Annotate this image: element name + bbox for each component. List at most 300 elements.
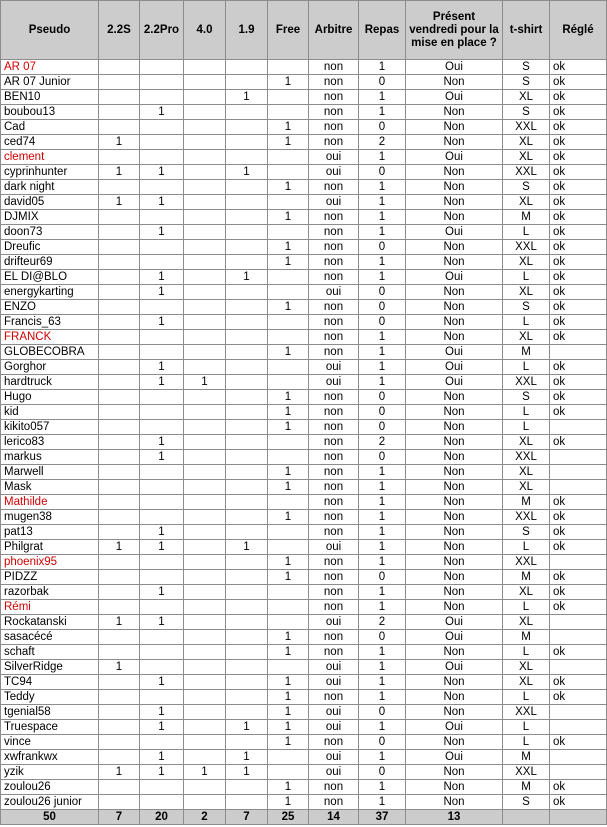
cell-present: Non — [406, 165, 503, 180]
cell-tshirt: L — [503, 420, 550, 435]
cell-repas: 0 — [359, 420, 406, 435]
cell-present: Non — [406, 495, 503, 510]
table-row — [1, 120, 607, 135]
cell-2-2pro — [140, 645, 184, 660]
total-present: 13 — [406, 810, 503, 825]
cell-regle: ok — [550, 180, 607, 195]
cell-pseudo: xwfrankwx — [1, 750, 99, 765]
cell-free: 1 — [268, 570, 309, 585]
cell-free: 1 — [268, 180, 309, 195]
cell-present: Oui — [406, 150, 503, 165]
cell-present: Non — [406, 420, 503, 435]
cell-4-0 — [184, 675, 226, 690]
cell-pseudo: DJMIX — [1, 210, 99, 225]
cell-free — [268, 60, 309, 75]
cell-free: 1 — [268, 465, 309, 480]
cell-regle — [550, 345, 607, 360]
cell-4-0 — [184, 75, 226, 90]
cell-2-2pro — [140, 480, 184, 495]
cell-2-2pro — [140, 150, 184, 165]
cell-repas: 1 — [359, 795, 406, 810]
cell-free — [268, 150, 309, 165]
table-body — [1, 60, 607, 810]
cell-tshirt: XXL — [503, 450, 550, 465]
cell-arbitre: non — [309, 795, 359, 810]
cell-2-2pro: 1 — [140, 525, 184, 540]
cell-2-2s — [99, 315, 140, 330]
cell-present: Oui — [406, 360, 503, 375]
cell-pseudo: ced74 — [1, 135, 99, 150]
cell-tshirt: XXL — [503, 765, 550, 780]
cell-arbitre: oui — [309, 750, 359, 765]
cell-tshirt: M — [503, 495, 550, 510]
cell-4-0 — [184, 510, 226, 525]
cell-2-2s: 1 — [99, 660, 140, 675]
cell-free — [268, 105, 309, 120]
cell-4-0 — [184, 495, 226, 510]
cell-regle: ok — [550, 600, 607, 615]
cell-regle: ok — [550, 570, 607, 585]
cell-2-2pro — [140, 420, 184, 435]
cell-4-0 — [184, 270, 226, 285]
table-row — [1, 255, 607, 270]
total-tshirt — [503, 810, 550, 825]
cell-regle: ok — [550, 795, 607, 810]
cell-free: 1 — [268, 555, 309, 570]
cell-tshirt: XL — [503, 675, 550, 690]
cell-1-9 — [226, 480, 268, 495]
cell-2-2pro — [140, 465, 184, 480]
cell-2-2pro — [140, 90, 184, 105]
cell-4-0 — [184, 795, 226, 810]
cell-pseudo: phoenix95 — [1, 555, 99, 570]
cell-free: 1 — [268, 390, 309, 405]
cell-pseudo: AR 07 Junior — [1, 75, 99, 90]
table-row — [1, 615, 607, 630]
cell-pseudo: Mathilde — [1, 495, 99, 510]
cell-2-2pro: 1 — [140, 315, 184, 330]
cell-present: Non — [406, 795, 503, 810]
cell-2-2pro: 1 — [140, 450, 184, 465]
table-row — [1, 765, 607, 780]
table-row — [1, 600, 607, 615]
cell-arbitre: non — [309, 180, 359, 195]
table-row — [1, 75, 607, 90]
table-row — [1, 705, 607, 720]
cell-2-2s: 1 — [99, 615, 140, 630]
cell-regle: ok — [550, 390, 607, 405]
cell-regle: ok — [550, 735, 607, 750]
cell-tshirt: M — [503, 630, 550, 645]
cell-regle — [550, 615, 607, 630]
cell-2-2s: 1 — [99, 165, 140, 180]
cell-regle: ok — [550, 690, 607, 705]
cell-repas: 1 — [359, 330, 406, 345]
cell-tshirt: L — [503, 645, 550, 660]
cell-2-2pro — [140, 120, 184, 135]
cell-4-0 — [184, 420, 226, 435]
cell-pseudo: BEN10 — [1, 90, 99, 105]
cell-arbitre: oui — [309, 150, 359, 165]
cell-tshirt: XL — [503, 285, 550, 300]
cell-arbitre: non — [309, 255, 359, 270]
cell-repas: 1 — [359, 270, 406, 285]
header-row — [1, 1, 607, 60]
cell-pseudo: hardtruck — [1, 375, 99, 390]
cell-free: 1 — [268, 645, 309, 660]
cell-arbitre: non — [309, 690, 359, 705]
cell-free: 1 — [268, 240, 309, 255]
cell-free: 1 — [268, 300, 309, 315]
cell-4-0 — [184, 450, 226, 465]
cell-present: Non — [406, 570, 503, 585]
cell-regle: ok — [550, 675, 607, 690]
cell-4-0 — [184, 555, 226, 570]
cell-pseudo: schaft — [1, 645, 99, 660]
cell-present: Non — [406, 510, 503, 525]
table-row — [1, 735, 607, 750]
cell-repas: 2 — [359, 135, 406, 150]
cell-present: Non — [406, 780, 503, 795]
cell-2-2s — [99, 450, 140, 465]
cell-tshirt: XL — [503, 195, 550, 210]
cell-tshirt: L — [503, 360, 550, 375]
cell-2-2pro: 1 — [140, 165, 184, 180]
cell-tshirt: XL — [503, 465, 550, 480]
cell-2-2s — [99, 255, 140, 270]
cell-present: Non — [406, 180, 503, 195]
cell-arbitre: non — [309, 210, 359, 225]
cell-4-0 — [184, 780, 226, 795]
table-row — [1, 300, 607, 315]
cell-tshirt: L — [503, 600, 550, 615]
cell-2-2s — [99, 105, 140, 120]
cell-free: 1 — [268, 675, 309, 690]
cell-present: Non — [406, 390, 503, 405]
cell-free — [268, 360, 309, 375]
cell-2-2s — [99, 600, 140, 615]
cell-4-0 — [184, 705, 226, 720]
cell-regle: ok — [550, 60, 607, 75]
cell-2-2pro: 1 — [140, 375, 184, 390]
cell-4-0 — [184, 480, 226, 495]
cell-free — [268, 165, 309, 180]
cell-repas: 0 — [359, 165, 406, 180]
cell-present: Non — [406, 75, 503, 90]
cell-2-2s — [99, 780, 140, 795]
cell-repas: 0 — [359, 765, 406, 780]
cell-arbitre: non — [309, 390, 359, 405]
cell-repas: 1 — [359, 690, 406, 705]
cell-present: Non — [406, 465, 503, 480]
cell-repas: 0 — [359, 75, 406, 90]
cell-4-0 — [184, 525, 226, 540]
cell-regle: ok — [550, 780, 607, 795]
cell-free — [268, 225, 309, 240]
cell-regle: ok — [550, 405, 607, 420]
cell-regle: ok — [550, 90, 607, 105]
cell-present: Non — [406, 735, 503, 750]
cell-regle — [550, 480, 607, 495]
cell-arbitre: oui — [309, 285, 359, 300]
cell-4-0 — [184, 240, 226, 255]
cell-1-9 — [226, 675, 268, 690]
header-pseudo: Pseudo — [1, 1, 99, 60]
cell-present: Non — [406, 525, 503, 540]
cell-present: Non — [406, 210, 503, 225]
cell-pseudo: EL DI@BLO — [1, 270, 99, 285]
cell-regle: ok — [550, 150, 607, 165]
cell-present: Non — [406, 330, 503, 345]
header-repas: Repas — [359, 1, 406, 60]
cell-2-2s — [99, 630, 140, 645]
cell-2-2pro — [140, 495, 184, 510]
cell-4-0 — [184, 585, 226, 600]
cell-repas: 1 — [359, 540, 406, 555]
cell-4-0 — [184, 345, 226, 360]
cell-2-2s — [99, 375, 140, 390]
header-free: Free — [268, 1, 309, 60]
cell-1-9 — [226, 450, 268, 465]
cell-tshirt: XL — [503, 255, 550, 270]
cell-present: Non — [406, 600, 503, 615]
cell-2-2pro — [140, 210, 184, 225]
cell-pseudo: kid — [1, 405, 99, 420]
header-tshirt: t-shirt — [503, 1, 550, 60]
cell-arbitre: oui — [309, 720, 359, 735]
cell-2-2s — [99, 225, 140, 240]
cell-1-9: 1 — [226, 750, 268, 765]
cell-2-2s — [99, 525, 140, 540]
cell-1-9 — [226, 705, 268, 720]
cell-1-9: 1 — [226, 540, 268, 555]
cell-repas: 0 — [359, 570, 406, 585]
cell-2-2pro: 1 — [140, 765, 184, 780]
cell-1-9 — [226, 660, 268, 675]
cell-regle — [550, 720, 607, 735]
cell-4-0 — [184, 210, 226, 225]
cell-arbitre: oui — [309, 360, 359, 375]
cell-free: 1 — [268, 405, 309, 420]
cell-present: Oui — [406, 60, 503, 75]
cell-pseudo: zoulou26 junior — [1, 795, 99, 810]
table-row — [1, 210, 607, 225]
table-row — [1, 405, 607, 420]
cell-2-2s — [99, 330, 140, 345]
cell-repas: 1 — [359, 720, 406, 735]
cell-regle: ok — [550, 435, 607, 450]
cell-regle: ok — [550, 270, 607, 285]
cell-1-9 — [226, 150, 268, 165]
cell-1-9 — [226, 645, 268, 660]
cell-pseudo: SilverRidge — [1, 660, 99, 675]
cell-tshirt: S — [503, 795, 550, 810]
cell-pseudo: Teddy — [1, 690, 99, 705]
cell-2-2s — [99, 690, 140, 705]
cell-4-0 — [184, 690, 226, 705]
cell-tshirt: L — [503, 270, 550, 285]
total-free: 25 — [268, 810, 309, 825]
cell-regle: ok — [550, 195, 607, 210]
table-row — [1, 150, 607, 165]
cell-tshirt: S — [503, 525, 550, 540]
cell-4-0 — [184, 135, 226, 150]
cell-pseudo: razorbak — [1, 585, 99, 600]
cell-pseudo: PIDZZ — [1, 570, 99, 585]
cell-2-2s — [99, 495, 140, 510]
cell-2-2pro — [140, 630, 184, 645]
cell-repas: 1 — [359, 210, 406, 225]
cell-2-2s — [99, 510, 140, 525]
cell-regle: ok — [550, 300, 607, 315]
cell-2-2pro: 1 — [140, 675, 184, 690]
cell-1-9 — [226, 375, 268, 390]
cell-2-2pro — [140, 510, 184, 525]
cell-tshirt: XL — [503, 90, 550, 105]
cell-repas: 1 — [359, 750, 406, 765]
cell-arbitre: non — [309, 525, 359, 540]
cell-1-9 — [226, 465, 268, 480]
cell-2-2pro: 1 — [140, 585, 184, 600]
cell-repas: 1 — [359, 225, 406, 240]
cell-regle: ok — [550, 645, 607, 660]
table-row — [1, 795, 607, 810]
cell-tshirt: M — [503, 750, 550, 765]
cell-present: Oui — [406, 630, 503, 645]
cell-pseudo: FRANCK — [1, 330, 99, 345]
cell-tshirt: S — [503, 60, 550, 75]
cell-free: 1 — [268, 510, 309, 525]
cell-arbitre: oui — [309, 765, 359, 780]
cell-1-9 — [226, 315, 268, 330]
cell-free — [268, 585, 309, 600]
cell-arbitre: non — [309, 480, 359, 495]
cell-arbitre: non — [309, 495, 359, 510]
cell-2-2pro — [140, 75, 184, 90]
cell-present: Oui — [406, 225, 503, 240]
cell-4-0: 1 — [184, 375, 226, 390]
cell-arbitre: non — [309, 735, 359, 750]
cell-4-0 — [184, 315, 226, 330]
cell-regle: ok — [550, 240, 607, 255]
cell-regle: ok — [550, 510, 607, 525]
cell-2-2pro — [140, 135, 184, 150]
cell-1-9 — [226, 225, 268, 240]
cell-free: 1 — [268, 120, 309, 135]
cell-tshirt: XL — [503, 330, 550, 345]
cell-1-9 — [226, 210, 268, 225]
cell-4-0 — [184, 255, 226, 270]
cell-free: 1 — [268, 720, 309, 735]
cell-free: 1 — [268, 630, 309, 645]
cell-regle — [550, 705, 607, 720]
cell-pseudo: boubou13 — [1, 105, 99, 120]
cell-free — [268, 660, 309, 675]
table-row — [1, 495, 607, 510]
table-row — [1, 345, 607, 360]
cell-present: Oui — [406, 375, 503, 390]
cell-1-9 — [226, 630, 268, 645]
cell-2-2s — [99, 360, 140, 375]
cell-free — [268, 765, 309, 780]
cell-2-2pro — [140, 405, 184, 420]
cell-present: Oui — [406, 270, 503, 285]
table-row — [1, 660, 607, 675]
cell-1-9: 1 — [226, 165, 268, 180]
cell-free — [268, 375, 309, 390]
cell-free: 1 — [268, 735, 309, 750]
cell-free — [268, 450, 309, 465]
cell-free: 1 — [268, 780, 309, 795]
cell-regle — [550, 465, 607, 480]
table-row — [1, 540, 607, 555]
cell-2-2s — [99, 570, 140, 585]
cell-2-2pro: 1 — [140, 705, 184, 720]
table-row — [1, 165, 607, 180]
cell-2-2pro — [140, 555, 184, 570]
cell-tshirt: XXL — [503, 705, 550, 720]
cell-4-0 — [184, 120, 226, 135]
cell-present: Oui — [406, 750, 503, 765]
cell-1-9 — [226, 240, 268, 255]
cell-tshirt: S — [503, 75, 550, 90]
cell-tshirt: L — [503, 720, 550, 735]
cell-arbitre: oui — [309, 675, 359, 690]
cell-repas: 1 — [359, 600, 406, 615]
cell-repas: 0 — [359, 735, 406, 750]
cell-1-9 — [226, 615, 268, 630]
cell-present: Non — [406, 585, 503, 600]
cell-2-2pro: 1 — [140, 720, 184, 735]
cell-1-9 — [226, 195, 268, 210]
cell-2-2pro: 1 — [140, 540, 184, 555]
cell-present: Non — [406, 450, 503, 465]
cell-arbitre: non — [309, 600, 359, 615]
cell-2-2s — [99, 405, 140, 420]
cell-repas: 1 — [359, 465, 406, 480]
cell-repas: 1 — [359, 375, 406, 390]
cell-tshirt: XXL — [503, 555, 550, 570]
cell-repas: 0 — [359, 390, 406, 405]
table-row — [1, 375, 607, 390]
cell-tshirt: XXL — [503, 120, 550, 135]
cell-4-0 — [184, 660, 226, 675]
cell-2-2pro: 1 — [140, 270, 184, 285]
cell-2-2s — [99, 465, 140, 480]
cell-present: Oui — [406, 615, 503, 630]
cell-1-9 — [226, 300, 268, 315]
cell-2-2pro — [140, 735, 184, 750]
cell-regle — [550, 450, 607, 465]
cell-arbitre: non — [309, 585, 359, 600]
cell-free: 1 — [268, 480, 309, 495]
cell-repas: 1 — [359, 645, 406, 660]
cell-2-2s — [99, 270, 140, 285]
cell-present: Oui — [406, 90, 503, 105]
table-row — [1, 480, 607, 495]
cell-4-0 — [184, 465, 226, 480]
cell-1-9 — [226, 60, 268, 75]
cell-2-2s — [99, 705, 140, 720]
cell-pseudo: kikito057 — [1, 420, 99, 435]
table-row — [1, 585, 607, 600]
cell-tshirt: L — [503, 540, 550, 555]
total-2-2pro: 20 — [140, 810, 184, 825]
cell-repas: 1 — [359, 90, 406, 105]
cell-arbitre: non — [309, 510, 359, 525]
cell-4-0 — [184, 150, 226, 165]
cell-repas: 1 — [359, 585, 406, 600]
